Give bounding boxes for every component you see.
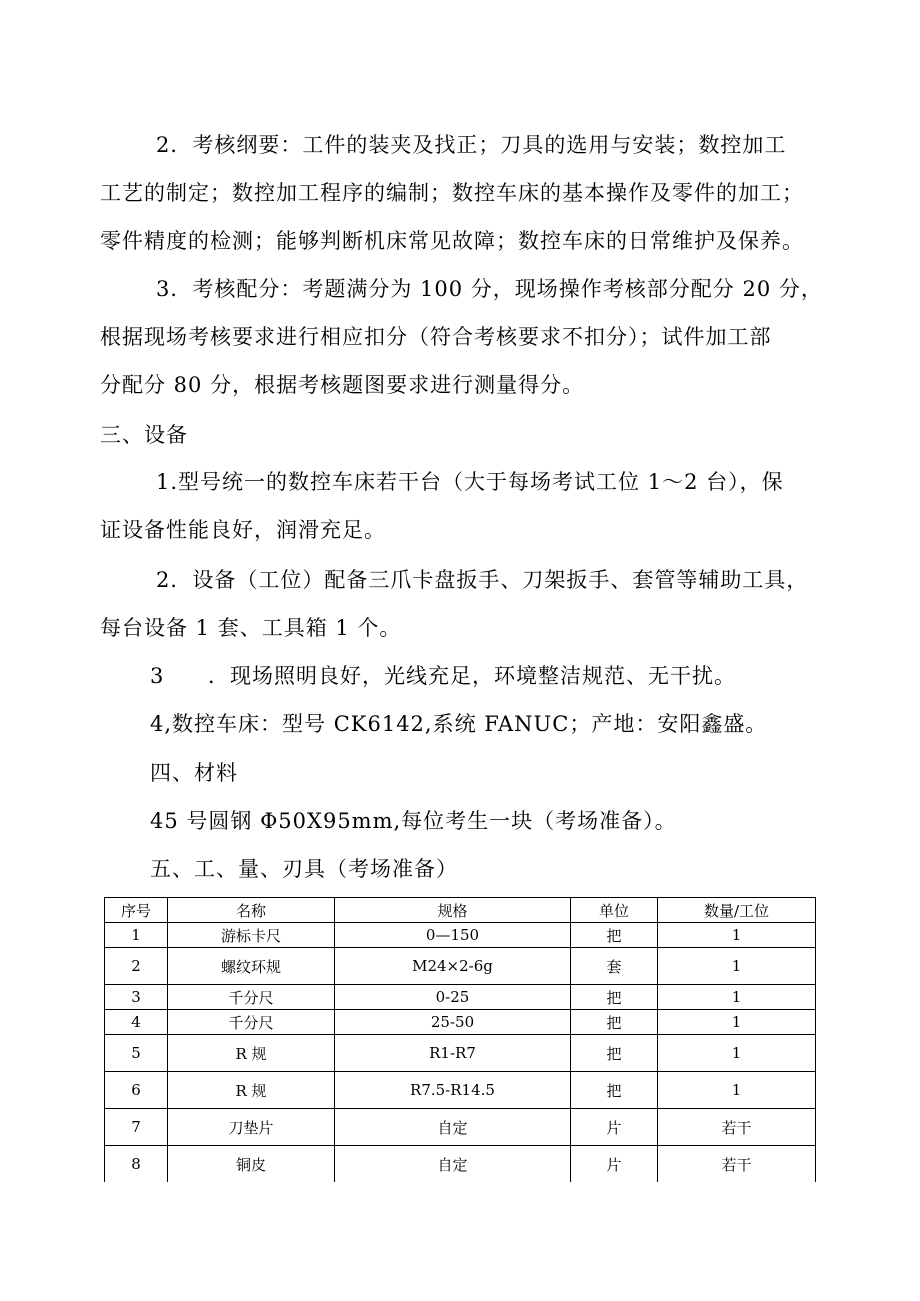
- table-row: [105, 985, 816, 1010]
- table-row: [105, 948, 816, 985]
- para-equipment-2-line2: 每台设备 1 套、工具箱 1 个。: [100, 616, 402, 640]
- cell-index: 6: [105, 1072, 168, 1109]
- para-exam-outline-line1: 2．考核纲要：工件的装夹及找正；刀具的选用与安装；数控加工: [156, 133, 787, 157]
- cell-index: 3: [105, 985, 168, 1010]
- table-header-row: [105, 898, 816, 923]
- para-equipment-3-number: 3: [150, 664, 165, 688]
- cell-unit: 把: [571, 1072, 658, 1109]
- cell-name: R 规: [168, 1035, 335, 1072]
- cell-qty: 若干: [658, 1109, 816, 1146]
- cell-qty: 1: [658, 948, 816, 985]
- cell-unit: 把: [571, 1035, 658, 1072]
- para-equipment-2-line1: 2．设备（工位）配备三爪卡盘扳手、刀架扳手、套管等辅助工具，: [156, 568, 809, 592]
- cell-spec: R7.5-R14.5: [335, 1072, 571, 1109]
- header-unit: 单位: [571, 898, 658, 923]
- cell-index: 1: [105, 923, 168, 948]
- cell-name: 铜皮: [168, 1146, 335, 1183]
- cell-qty: 1: [658, 923, 816, 948]
- cell-index: 8: [105, 1146, 168, 1183]
- tools-table: [104, 897, 816, 1182]
- cell-spec: 0—150: [335, 923, 571, 948]
- cell-name: R 规: [168, 1072, 335, 1109]
- cell-name: 千分尺: [168, 985, 335, 1010]
- para-equipment-1-line2: 证设备性能良好，润滑充足。: [100, 518, 386, 542]
- para-scoring-line3: 分配分 80 分，根据考核题图要求进行测量得分。: [100, 373, 585, 397]
- cell-unit: 片: [571, 1109, 658, 1146]
- table-row: [105, 1035, 816, 1072]
- cell-qty: 1: [658, 985, 816, 1010]
- cell-spec: 0-25: [335, 985, 571, 1010]
- cell-qty: 1: [658, 1035, 816, 1072]
- header-index: 序号: [105, 898, 168, 923]
- cell-unit: 把: [571, 1010, 658, 1035]
- header-spec: 规格: [335, 898, 571, 923]
- cell-index: 2: [105, 948, 168, 985]
- cell-spec: 25-50: [335, 1010, 571, 1035]
- cell-index: 7: [105, 1109, 168, 1146]
- cell-qty: 1: [658, 1072, 816, 1109]
- para-equipment-4: 4,数控车床：型号 CK6142,系统 FANUC；产地：安阳鑫盛。: [150, 712, 768, 736]
- para-exam-outline-line3: 零件精度的检测；能够判断机床常见故障；数控车床的日常维护及保养。: [100, 229, 804, 253]
- cell-unit: 套: [571, 948, 658, 985]
- para-equipment-3-text: ．现场照明良好，光线充足，环境整洁规范、无干扰。: [208, 664, 736, 688]
- cell-spec: R1-R7: [335, 1035, 571, 1072]
- table-row: [105, 1010, 816, 1035]
- header-name: 名称: [168, 898, 335, 923]
- cell-unit: 把: [571, 985, 658, 1010]
- header-qty: 数量/工位: [658, 898, 816, 923]
- cell-name: 螺纹环规: [168, 948, 335, 985]
- cell-spec: 自定: [335, 1109, 571, 1146]
- para-material: 45 号圆钢 Φ50X95mm,每位考生一块（考场准备）。: [150, 809, 677, 833]
- para-scoring-line2: 根据现场考核要求进行相应扣分（符合考核要求不扣分）；试件加工部: [100, 325, 772, 349]
- cell-unit: 片: [571, 1146, 658, 1183]
- cell-qty: 若干: [658, 1146, 816, 1183]
- cell-unit: 把: [571, 923, 658, 948]
- cell-spec: M24×2-6g: [335, 948, 571, 985]
- cell-index: 5: [105, 1035, 168, 1072]
- cell-spec: 自定: [335, 1146, 571, 1183]
- table-row: [105, 923, 816, 948]
- section-heading-tools: 五、工、量、刃具（考场准备）: [150, 857, 458, 881]
- para-equipment-1-line1: 1.型号统一的数控车床若干台（大于每场考试工位 1～2 台），保: [156, 470, 784, 494]
- para-exam-outline-line2: 工艺的制定；数控加工程序的编制；数控车床的基本操作及零件的加工；: [100, 181, 804, 205]
- section-heading-equipment: 三、设备: [100, 423, 188, 447]
- table-row: [105, 1146, 816, 1183]
- cell-index: 4: [105, 1010, 168, 1035]
- section-heading-materials: 四、材料: [150, 761, 238, 785]
- cell-name: 刀垫片: [168, 1109, 335, 1146]
- table-row: [105, 1072, 816, 1109]
- cell-qty: 1: [658, 1010, 816, 1035]
- cell-name: 千分尺: [168, 1010, 335, 1035]
- para-scoring-line1: 3．考核配分：考题满分为 100 分，现场操作考核部分配分 20 分，: [156, 277, 823, 301]
- cell-name: 游标卡尺: [168, 923, 335, 948]
- table-row: [105, 1109, 816, 1146]
